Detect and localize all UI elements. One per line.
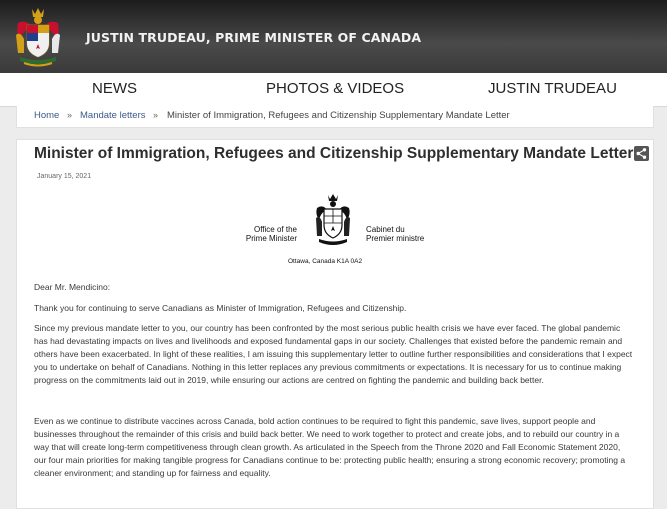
letterhead-line: Office of the [254, 225, 297, 234]
breadcrumb-current-page: Minister of Immigration, Refugees and Citizenship Supplementary Mandate Letter [167, 110, 510, 121]
site-title[interactable]: JUSTIN TRUDEAU, PRIME MINISTER OF CANADA [86, 30, 422, 45]
letterhead-line: Premier ministre [366, 234, 425, 243]
letterhead-line: Prime Minister [245, 234, 297, 243]
letterhead-line: Cabinet du [366, 225, 405, 234]
share-button[interactable] [634, 146, 649, 161]
breadcrumb-separator: » [67, 110, 73, 120]
breadcrumb-home-link[interactable]: Home [34, 110, 60, 121]
letter-paragraph: Even as we continue to distribute vaccines across Canada, bold action continues to be required to fight this pandemic, save lives, support people and businesses throughout the remainder of this crisis and build back better. We need to work together to protect and create jobs, and to rebuild our country in a way that will create long-term competitiveness through clean growth. As articulated in the Speech from the Throne 2020 and Fall Economic Statement 2020, our four main priorities for making tangible progress for Canadians continue to be: protecting public health; ensuring a strong economic recovery; promoting a cleaner environment; and standing up for fairness and equality. [34, 416, 626, 478]
article-card [16, 139, 654, 509]
breadcrumb-separator: » [153, 110, 159, 120]
letterhead-office-fr [366, 225, 456, 243]
letterhead-coat-of-arms-icon [313, 192, 353, 250]
letterhead-office-en [233, 225, 297, 243]
coat-of-arms-icon[interactable] [12, 5, 64, 69]
breadcrumb-mandate-letters-link[interactable]: Mandate letters [80, 110, 146, 121]
nav-item-justin-trudeau[interactable]: JUSTIN TRUDEAU [488, 80, 617, 97]
letterhead-address: Ottawa, Canada K1A 0A2 [288, 258, 363, 265]
article-title: Minister of Immigration, Refugees and Citizenship Supplementary Mandate Letter [34, 145, 634, 162]
nav-item-news[interactable]: NEWS [92, 80, 137, 97]
letter-salutation: Dear Mr. Mendicino: [34, 282, 111, 292]
letter-paragraph: Since my previous mandate letter to you, our country has been confronted by the most serious public health crisis we have ever faced. The global pandemic has had devastating impacts on lives and livelihoods and exposed fundamental gaps in our society. Challenges that existed before the pandemic remain and others have been exacerbated. In light of these realities, I am issuing this supplementary letter to outline further responsibilities and considerations that I expect you to undertake on behalf of Canadians. Nothing in this letter replaces any previous commitments or expectations. It is necessary for us to continue making progress on the commitments laid out in 2019, while ensuring our actions are centred on fighting the pandemic and building back better. [34, 323, 633, 385]
share-icon [634, 146, 649, 161]
breadcrumb [16, 106, 654, 128]
nav-item-photos-videos[interactable]: PHOTOS & VIDEOS [266, 80, 405, 97]
article-date: January 15, 2021 [37, 173, 92, 180]
letter-paragraph: Thank you for continuing to serve Canadians as Minister of Immigration, Refugees and Citizenship. [34, 303, 407, 313]
site-header [0, 0, 667, 73]
main-nav [0, 73, 667, 107]
